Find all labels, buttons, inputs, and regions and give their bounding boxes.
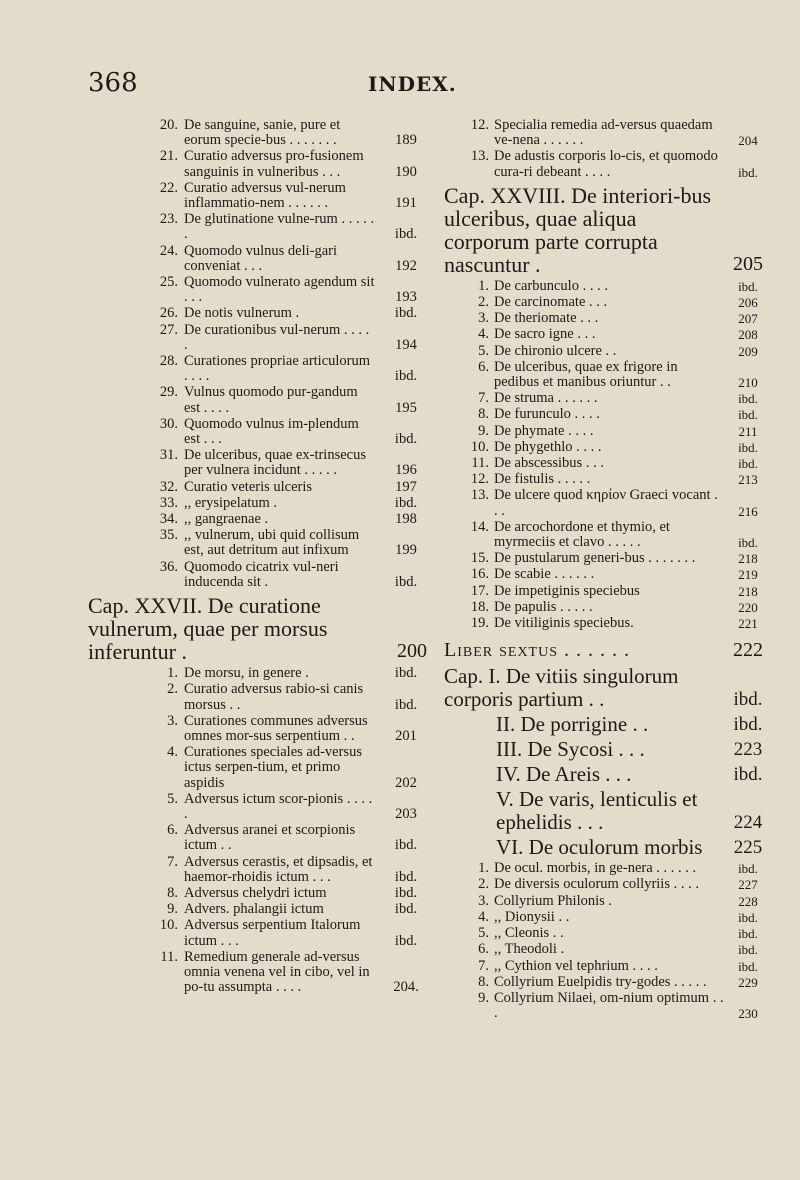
entry-list (444, 279, 770, 631)
entry-text: De fistulis . . . . . (494, 471, 591, 488)
book-page: 222 (733, 639, 763, 662)
entry-number: 9. (167, 901, 178, 918)
chapter-entry (444, 738, 770, 761)
entry-page: 191 (395, 195, 417, 212)
entry-text: De phymate . . . . (494, 422, 594, 439)
entry-list (444, 861, 770, 1021)
entry-number: 29. (159, 384, 178, 401)
chapter-entry-text: VI. De oculorum morbis (496, 835, 703, 860)
index-entry (88, 118, 434, 148)
index-entry (88, 512, 434, 527)
right-column (444, 118, 770, 1022)
entry-page: ibd. (738, 164, 758, 180)
entry-page: 219 (738, 567, 758, 583)
entry-page: ibd. (394, 901, 418, 918)
entry-number: 20. (159, 117, 178, 133)
index-entry (444, 472, 770, 487)
entry-page: ibd. (394, 696, 418, 713)
index-entry (88, 244, 434, 274)
entry-number: 11. (471, 455, 489, 472)
entry-text: Adversus serpentium Italorum ictum . . . (184, 917, 361, 949)
chapter-entry-text: V. De varis, lenticulis et ephelidis . . . (496, 787, 698, 835)
entry-text: De phygethlo . . . . (494, 438, 602, 455)
entry-number: 30. (159, 415, 178, 432)
entry-text: Advers. phalangii ictum (184, 901, 324, 918)
entry-page: ibd. (394, 573, 418, 590)
entry-page: ibd. (738, 942, 758, 958)
entry-text: De impetiginis speciebus (494, 582, 640, 599)
entry-number: 3. (478, 310, 489, 327)
entry-page: ibd. (738, 439, 758, 455)
index-entry (444, 567, 770, 582)
entry-page: 218 (738, 551, 758, 567)
index-entry (88, 354, 434, 384)
index-entry (444, 584, 770, 599)
index-entry (444, 295, 770, 310)
entry-text: De struma . . . . . . (494, 390, 598, 407)
entry-page: 227 (738, 877, 758, 893)
entry-text: Adversus ictum scor-pionis . . . . . (184, 790, 373, 822)
entry-number: 27. (159, 321, 178, 338)
index-entry (88, 666, 434, 681)
entry-list (444, 118, 770, 180)
entry-page: 198 (395, 511, 417, 528)
entry-text: ,, Theodoli . (494, 941, 565, 958)
entry-text: De ulceribus, quae ex-trinsecus per vulnera incidunt . . . . . (184, 447, 366, 479)
entry-page: 206 (738, 295, 758, 311)
index-entry (444, 149, 770, 179)
entry-text: De morsu, in genere . (184, 665, 309, 682)
entry-text: Curatio veteris ulceris (184, 478, 313, 495)
entry-text: ,, erysipelatum . (184, 494, 278, 511)
index-entry (444, 407, 770, 422)
entry-page: 204. (393, 979, 419, 996)
index-entry (444, 424, 770, 439)
entry-text: De arcochordone et thymio, et myrmeciis et clavo . . . . . (494, 518, 670, 551)
left-column (88, 118, 434, 996)
entry-page: ibd. (738, 391, 758, 407)
index-entry (444, 551, 770, 566)
entry-page: ibd. (394, 884, 418, 901)
entry-number: 17. (470, 582, 489, 599)
index-entry (444, 600, 770, 615)
entry-number: 36. (159, 558, 178, 575)
entry-number: 4. (478, 908, 489, 925)
entry-number: 5. (167, 790, 178, 807)
entry-page: 196 (395, 462, 417, 479)
chapter-label: Cap. XXVIII. (444, 182, 566, 208)
chapter-entry (444, 713, 770, 736)
entry-page: 230 (738, 1006, 758, 1022)
entry-page: 201 (395, 727, 417, 744)
entry-text: Quomodo cicatrix vul-neri inducenda sit . (184, 558, 339, 590)
entry-page: ibd. (394, 431, 418, 448)
entry-number: 15. (470, 550, 489, 567)
entry-page: 192 (395, 257, 417, 274)
chapter-entry-text: IV. De Areis . . . (496, 762, 632, 787)
entry-number: 10. (470, 438, 489, 455)
entry-page: ibd. (738, 535, 758, 551)
chapter-entry-text: Cap. I. De vitiis singulorum corporis partium . . (444, 664, 679, 712)
entry-number: 5. (478, 342, 489, 359)
entry-page: 211 (738, 423, 758, 439)
index-entry (444, 877, 770, 892)
index-entry (444, 488, 770, 518)
chapter-entry-text: III. De Sycosi . . . (496, 737, 645, 762)
entry-text: De carcinomate . . . (494, 294, 608, 311)
entry-page: 194 (395, 336, 417, 353)
entry-page: ibd. (738, 926, 758, 942)
entry-text: De ulcere quod κηρίον Graeci vocant . . . (494, 487, 718, 519)
entry-number: 14. (470, 518, 489, 535)
entry-number: 7. (478, 957, 489, 974)
entry-text: De theriomate . . . (494, 310, 599, 327)
entry-number: 1. (478, 860, 489, 877)
entry-text: De notis vulnerum . (184, 305, 300, 322)
entry-text: Curatio adversus rabio-si canis morsus . . (184, 681, 364, 713)
page-number: 368 (88, 68, 138, 98)
entry-list (88, 666, 434, 995)
index-entry (88, 212, 434, 242)
entry-number: 2. (478, 294, 489, 311)
entry-page: ibd. (394, 932, 418, 949)
entry-number: 12. (470, 117, 489, 133)
entry-text: De chironio ulcere . . (494, 342, 617, 359)
entry-number: 23. (159, 211, 178, 228)
entry-text: Curationes propriae articulorum . . . . (184, 353, 371, 385)
entry-number: 13. (470, 148, 489, 165)
chapter-title: De interiori-bus ulceribus, quae aliqua corporum parte corrupta nascuntur . (444, 182, 711, 277)
entry-page: 221 (738, 616, 758, 632)
entry-page: 209 (738, 343, 758, 359)
entry-page: 229 (738, 974, 758, 990)
entry-number: 2. (167, 681, 178, 698)
entry-text: ,, vulnerum, ubi quid collisum est, aut detritum aut infixum (184, 527, 360, 559)
entry-page: ibd. (394, 665, 418, 682)
big-entry-list (444, 665, 770, 859)
index-entry (444, 894, 770, 909)
index-entry (444, 344, 770, 359)
chapter-page: 200 (397, 640, 427, 663)
entry-page: 203 (395, 805, 417, 822)
index-entry (444, 118, 770, 148)
entry-number: 4. (478, 326, 489, 343)
entry-text: Curationes communes adversus omnes mor-sus serpentium . . (184, 712, 368, 744)
index-entry (88, 181, 434, 211)
entry-text: ,, gangraenae . (184, 511, 269, 528)
entry-text: ,, Cleonis . . (494, 925, 564, 942)
entry-text: Adversus chelydri ictum (184, 884, 327, 901)
entry-number: 6. (478, 941, 489, 958)
entry-page: 204 (738, 133, 758, 149)
chapter-entry (444, 788, 770, 834)
index-entry (444, 975, 770, 990)
entry-page: 202 (395, 774, 417, 791)
entry-page: 190 (395, 163, 417, 180)
entry-text: ,, Dionysii . . (494, 908, 570, 925)
index-entry (444, 360, 770, 390)
entry-number: 8. (478, 973, 489, 990)
entry-page: ibd. (738, 909, 758, 925)
chapter-entry-page: ibd. (733, 689, 763, 711)
entry-page: 189 (395, 132, 417, 149)
entry-page: ibd. (394, 368, 418, 385)
index-entry (88, 448, 434, 478)
index-entry (88, 275, 434, 305)
entry-page: 218 (738, 583, 758, 599)
chapter-entry-text: II. De porrigine . . (496, 712, 649, 737)
entry-page: ibd. (738, 278, 758, 294)
entry-page: ibd. (738, 958, 758, 974)
entry-number: 18. (470, 598, 489, 615)
index-entry (88, 306, 434, 321)
chapter-entry (444, 836, 770, 859)
running-head (88, 68, 768, 104)
index-entry (444, 520, 770, 550)
entry-text: De adustis corporis lo-cis, et quomodo cura-ri debeant . . . . (494, 148, 718, 180)
entry-page: 195 (395, 399, 417, 416)
entry-text: De papulis . . . . . (494, 598, 593, 615)
entry-text: Specialia remedia ad-versus quaedam ve-nena . . . . . . (494, 117, 713, 149)
entry-number: 10. (159, 917, 178, 934)
entry-number: 26. (159, 305, 178, 322)
entry-page: ibd. (738, 861, 758, 877)
entry-page: ibd. (738, 407, 758, 423)
entry-text: De diversis oculorum collyriis . . . . (494, 876, 699, 893)
entry-page: ibd. (738, 456, 758, 472)
entry-text: Quomodo vulnus im-plendum est . . . (184, 415, 359, 448)
entry-page: 208 (738, 327, 758, 343)
entry-page: 228 (738, 893, 758, 909)
entry-number: 2. (478, 876, 489, 893)
index-entry (88, 682, 434, 712)
entry-number: 6. (478, 358, 489, 375)
entry-number: 1. (167, 665, 178, 682)
entry-page: 207 (738, 311, 758, 327)
chapter-entry-page: 224 (733, 812, 763, 834)
entry-text: De carbunculo . . . . (494, 277, 608, 294)
index-entry (88, 480, 434, 495)
entry-text: Curatio adversus vul-nerum inflammatio-nem . . . . . . (184, 179, 346, 212)
book-heading (444, 639, 770, 661)
index-entry (88, 886, 434, 901)
entry-text: Remedium generale ad-versus omnia venena vel in cibo, vel in po-tu assumpta . . . . (184, 948, 370, 996)
chapter-entry-page: 223 (733, 739, 763, 761)
entry-text: De sanguine, sanie, pure et eorum specie-bus . . . . . . . (184, 117, 341, 149)
entry-number: 6. (167, 822, 178, 839)
entry-number: 28. (159, 353, 178, 370)
entry-text: De scabie . . . . . . (494, 566, 595, 583)
entry-number: 1. (478, 277, 489, 294)
entry-number: 32. (159, 478, 178, 495)
index-entry (88, 902, 434, 917)
book-title: Liber sextus . . . . . . (444, 639, 631, 662)
entry-number: 31. (159, 447, 178, 464)
entry-text: De abscessibus . . . (494, 455, 604, 472)
entry-text: De ulceribus, quae ex frigore in pedibus et manibus oriuntur . . (494, 358, 678, 391)
chapter-heading (444, 184, 770, 276)
entry-page: ibd. (394, 837, 418, 854)
entry-text: De vitiliginis speciebus. (494, 615, 634, 632)
index-entry (444, 311, 770, 326)
entry-text: ,, Cythion vel tephrium . . . . (494, 957, 658, 974)
chapter-label: Cap. XXVII. (88, 593, 203, 619)
entry-text: Curationes speciales ad-versus ictus serpen-tium, et primo aspidis (184, 744, 362, 791)
entry-text: Collyrium Euelpidis try-godes . . . . . (494, 973, 707, 990)
entry-number: 7. (478, 390, 489, 407)
index-entry (88, 855, 434, 885)
entry-number: 11. (160, 948, 178, 965)
entry-page: 210 (738, 375, 758, 391)
entry-number: 7. (167, 853, 178, 870)
index-entry (88, 745, 434, 791)
entry-page: 193 (395, 289, 417, 306)
entry-text: De pustularum generi-bus . . . . . . . (494, 550, 696, 567)
index-entry (444, 456, 770, 471)
entry-number: 8. (478, 406, 489, 423)
entry-number: 19. (470, 615, 489, 632)
index-entry (444, 616, 770, 631)
entry-text: Collyrium Philonis . (494, 892, 613, 909)
entry-text: Adversus cerastis, et dipsadis, et haemor-rhoidis ictum . . . (184, 853, 373, 885)
entry-number: 34. (159, 511, 178, 528)
index-entry (444, 861, 770, 876)
entry-page: ibd. (394, 868, 418, 885)
entry-number: 9. (478, 989, 489, 1006)
entry-number: 4. (167, 744, 178, 761)
index-entry (444, 910, 770, 925)
chapter-entry-page: ibd. (733, 714, 763, 736)
entry-text: De ocul. morbis, in ge-nera . . . . . . (494, 860, 697, 877)
entry-text: De sacro igne . . . (494, 326, 596, 343)
index-entry (88, 417, 434, 447)
index-entry (88, 823, 434, 853)
entry-number: 21. (159, 148, 178, 165)
entry-number: 25. (159, 274, 178, 291)
entry-text: Quomodo vulnus deli-gari conveniat . . . (184, 242, 338, 274)
index-entry (88, 385, 434, 415)
chapter-heading (88, 594, 434, 663)
entry-page: ibd. (394, 305, 418, 322)
entry-page: 213 (738, 472, 758, 488)
entry-text: Adversus aranei et scorpionis ictum . . (184, 822, 356, 854)
index-entry (444, 959, 770, 974)
entry-number: 13. (470, 487, 489, 504)
index-entry (88, 950, 434, 996)
entry-page: 216 (738, 503, 758, 519)
entry-text: De furunculo . . . . (494, 406, 600, 423)
entry-number: 35. (159, 527, 178, 544)
entry-page: 197 (395, 478, 417, 495)
entry-text: De glutinatione vulne-rum . . . . . . (184, 211, 375, 243)
entry-text: Vulnus quomodo pur-gandum est . . . . (184, 384, 358, 416)
index-entry (444, 440, 770, 455)
page-title: INDEX. (368, 72, 457, 96)
entry-number: 33. (159, 494, 178, 511)
index-entry (88, 496, 434, 511)
index-entry (88, 918, 434, 948)
index-entry (88, 323, 434, 353)
entry-number: 5. (478, 925, 489, 942)
entry-page: 199 (395, 542, 417, 559)
index-entry (88, 149, 434, 179)
index-entry (444, 279, 770, 294)
entry-number: 16. (470, 566, 489, 583)
chapter-title: De curatione vulnerum, quae per morsus inferuntur . (88, 593, 328, 665)
index-entry (88, 714, 434, 744)
chapter-entry-page: 225 (733, 837, 763, 859)
entry-number: 3. (167, 712, 178, 729)
entry-number: 22. (159, 179, 178, 196)
index-entry (88, 792, 434, 822)
index-entry (444, 926, 770, 941)
index-entry (444, 327, 770, 342)
entry-text: De curationibus vul-nerum . . . . . (184, 321, 370, 353)
entry-page: 220 (738, 599, 758, 615)
entry-text: Quomodo vulnerato agendum sit . . . (184, 274, 375, 306)
index-entry (444, 991, 770, 1021)
entry-number: 8. (167, 884, 178, 901)
entry-number: 12. (470, 471, 489, 488)
entry-list (88, 118, 434, 590)
entry-page: ibd. (394, 494, 418, 511)
chapter-entry (444, 763, 770, 786)
index-entry (88, 560, 434, 590)
chapter-entry-page: ibd. (733, 764, 763, 786)
entry-page: ibd. (394, 226, 418, 243)
chapter-entry (444, 665, 770, 711)
chapter-page: 205 (733, 252, 763, 275)
entry-number: 9. (478, 422, 489, 439)
entry-number: 24. (159, 242, 178, 259)
index-entry (444, 942, 770, 957)
entry-text: Collyrium Nilaei, om-nium optimum . . . (494, 989, 724, 1022)
entry-text: Curatio adversus pro-fusionem sanguinis in vulneribus . . . (184, 148, 364, 180)
entry-number: 3. (478, 892, 489, 909)
index-entry (444, 391, 770, 406)
index-entry (88, 528, 434, 558)
